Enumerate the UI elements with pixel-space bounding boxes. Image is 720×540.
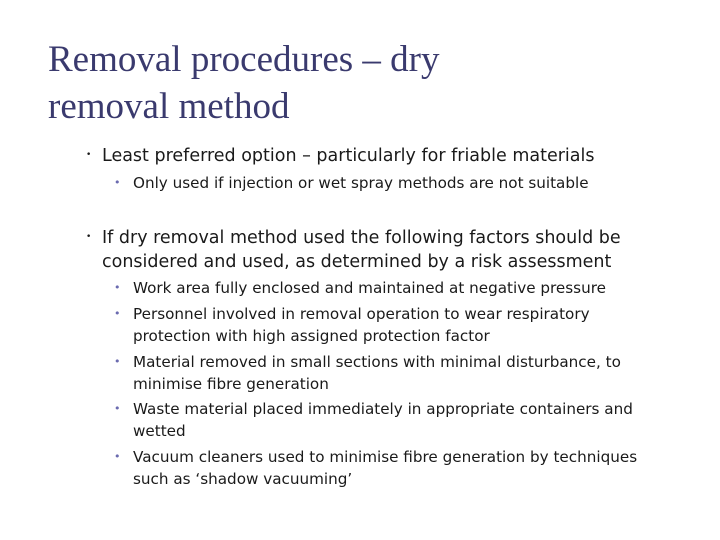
bullet-dot-icon: • bbox=[86, 150, 92, 160]
bullet-1-sub-1: Only used if injection or wet spray methods are not suitable bbox=[133, 174, 589, 192]
sub-bullet-dot-icon: • bbox=[114, 450, 121, 463]
bullet-2-sub-3-line-2: minimise fibre generation bbox=[133, 375, 329, 393]
bullet-2-sub-4-line-1: Waste material placed immediately in appropriate containers and bbox=[133, 400, 633, 418]
bullet-2-sub-5-line-2: such as ‘shadow vacuuming’ bbox=[133, 470, 353, 488]
bullet-2-sub-1: Work area fully enclosed and maintained at negative pressure bbox=[133, 279, 606, 297]
bullet-dot-icon: • bbox=[86, 232, 92, 242]
sub-bullet-dot-icon: • bbox=[114, 281, 121, 294]
sub-bullet-dot-icon: • bbox=[114, 402, 121, 415]
bullet-1-text: Least preferred option – particularly for friable materials bbox=[102, 146, 595, 166]
sub-bullet-dot-icon: • bbox=[114, 355, 121, 368]
sub-bullet-dot-icon: • bbox=[114, 176, 121, 189]
bullet-2-sub-4-line-2: wetted bbox=[133, 422, 186, 440]
slide-title-line-1: Removal procedures – dry bbox=[48, 39, 440, 80]
bullet-2-sub-5-line-1: Vacuum cleaners used to minimise fibre generation by techniques bbox=[133, 448, 638, 466]
sub-bullet-dot-icon: • bbox=[114, 307, 121, 320]
bullet-2-sub-2-line-1: Personnel involved in removal operation to wear respiratory bbox=[133, 305, 590, 323]
bullet-2-line-2: considered and used, as determined by a risk assessment bbox=[102, 252, 612, 272]
bullet-2-sub-3-line-1: Material removed in small sections with minimal disturbance, to bbox=[133, 353, 621, 371]
bullet-2-line-1: If dry removal method used the following factors should be bbox=[102, 228, 621, 248]
slide-title-line-2: removal method bbox=[48, 86, 290, 127]
bullet-2-sub-2-line-2: protection with high assigned protection factor bbox=[133, 327, 490, 345]
